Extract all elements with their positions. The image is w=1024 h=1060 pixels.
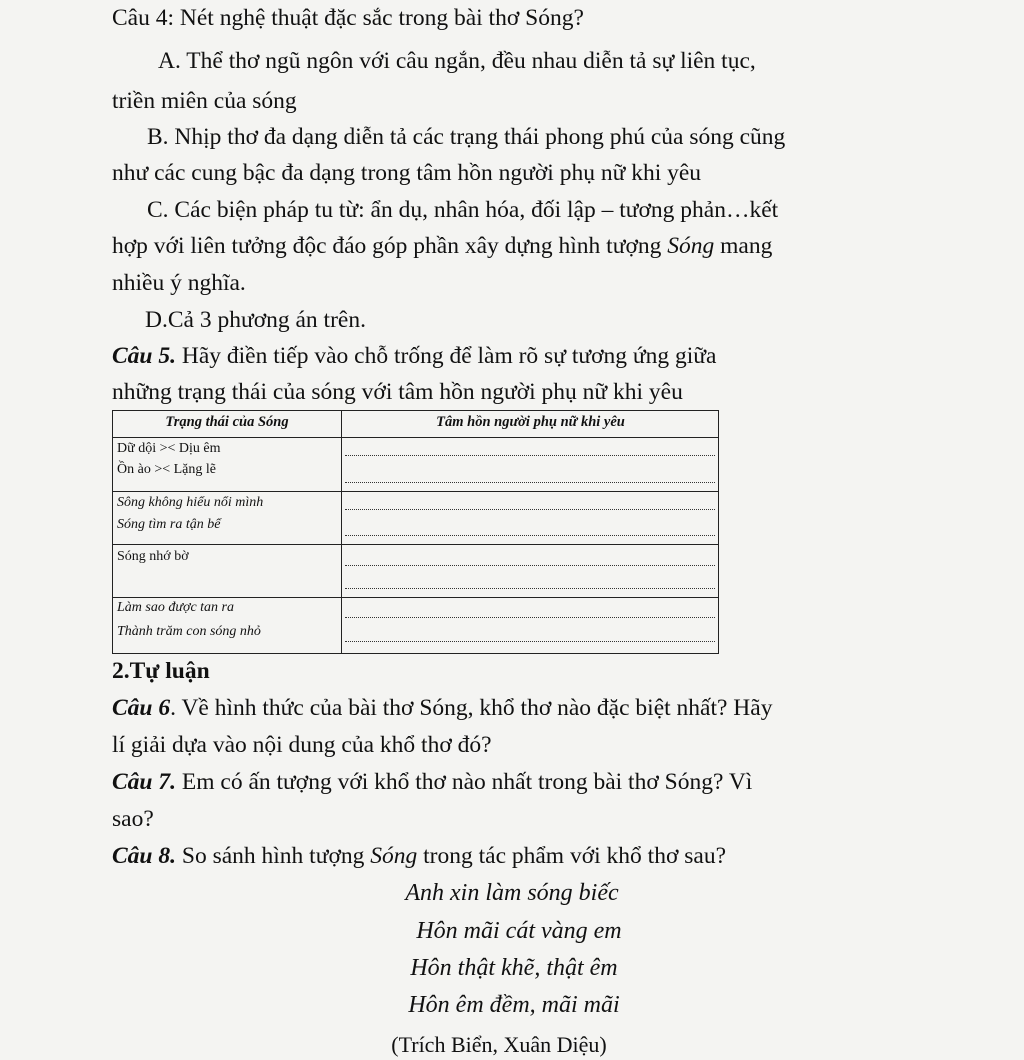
table-header-woman-soul: Tâm hồn người phụ nữ khi yêu (436, 414, 625, 430)
part2-heading: 2.Tự luận (112, 658, 210, 684)
q4-option-c-line1: C. Các biện pháp tu từ: ẩn dụ, nhân hóa, đối lập – tương phản…kết (147, 197, 779, 223)
table-column-divider (341, 411, 342, 653)
q4-option-a-line1: A. Thể thơ ngũ ngôn với câu ngắn, đều nhau diễn tả sự liên tục, (158, 48, 756, 74)
fill-blank-row4[interactable] (345, 535, 715, 536)
q4-option-c-line3: nhiều ý nghĩa. (112, 270, 246, 296)
q4-option-d: D.Cả 3 phương án trên. (145, 307, 366, 333)
q4-title: Câu 4: Nét nghệ thuật đặc sắc trong bài thơ Sóng? (112, 5, 584, 31)
q5-line1: Câu 5. Hãy điền tiếp vào chỗ trống để làm rõ sự tương ứng giữa (112, 343, 717, 369)
fill-blank-row5a[interactable] (345, 565, 715, 566)
table-cell-row1: Dữ dội >< Dịu êm (117, 441, 221, 456)
poem-source: (Trích Biển, Xuân Diệu) (391, 1032, 607, 1057)
q6-line1: Câu 6. Về hình thức của bài thơ Sóng, khổ thơ nào đặc biệt nhất? Hãy (112, 695, 773, 721)
fill-blank-row6[interactable] (345, 617, 715, 618)
poem-line2: Hôn mãi cát vàng em (416, 918, 622, 944)
q4-option-b-line2: như các cung bậc đa dạng trong tâm hồn người phụ nữ khi yêu (112, 160, 702, 186)
fill-blank-row7[interactable] (345, 641, 715, 642)
q7-line2: sao? (112, 806, 154, 832)
q4-option-b-line1: B. Nhịp thơ đa dạng diễn tả các trạng thái phong phú của sóng cũng (147, 124, 786, 150)
poem-line1: Anh xin làm sóng biếc (405, 880, 619, 906)
table-header-wave-state: Trạng thái của Sóng (165, 414, 289, 430)
poem-line3: Hôn thật khẽ, thật êm (410, 955, 618, 981)
fill-blank-row5b[interactable] (345, 588, 715, 589)
q5-label: Câu 5. (112, 343, 176, 369)
q4-option-a-line2: triền miên của sóng (112, 88, 297, 114)
table-row-divider (113, 544, 718, 545)
table-cell-row4: Sóng tìm ra tận bể (117, 517, 221, 532)
correspondence-table (112, 410, 719, 654)
fill-blank-row1[interactable] (345, 455, 715, 456)
q8-label: Câu 8. (112, 843, 176, 869)
table-cell-row7: Thành trăm con sóng nhỏ (117, 624, 261, 639)
table-row-divider (113, 437, 718, 438)
q5-line2: những trạng thái của sóng với tâm hồn người phụ nữ khi yêu (112, 379, 683, 405)
table-cell-row6: Làm sao được tan ra (117, 600, 235, 615)
q7-line1: Câu 7. Em có ấn tượng với khổ thơ nào nhất trong bài thơ Sóng? Vì (112, 769, 753, 795)
table-row-divider (113, 491, 718, 492)
poem-line4: Hôn êm đềm, mãi mãi (408, 992, 620, 1018)
table-cell-row2: Ồn ào >< Lặng lẽ (117, 462, 216, 477)
table-row-divider (113, 597, 718, 598)
song-italic: Sóng (370, 843, 418, 869)
fill-blank-row3[interactable] (345, 509, 715, 510)
song-italic: Sóng (667, 233, 715, 259)
table-cell-row3: Sông không hiểu nổi mình (117, 495, 264, 510)
q8-line: Câu 8. So sánh hình tượng Sóng trong tác phẩm với khổ thơ sau? (112, 843, 726, 869)
q6-label: Câu 6 (112, 695, 171, 721)
table-cell-row5: Sóng nhớ bờ (117, 549, 189, 564)
q4-option-c-line2: hợp với liên tưởng độc đáo góp phần xây dựng hình tượng Sóng mang (112, 233, 773, 259)
q6-line2: lí giải dựa vào nội dung của khổ thơ đó? (112, 732, 492, 758)
fill-blank-row2[interactable] (345, 482, 715, 483)
q7-label: Câu 7. (112, 769, 176, 795)
